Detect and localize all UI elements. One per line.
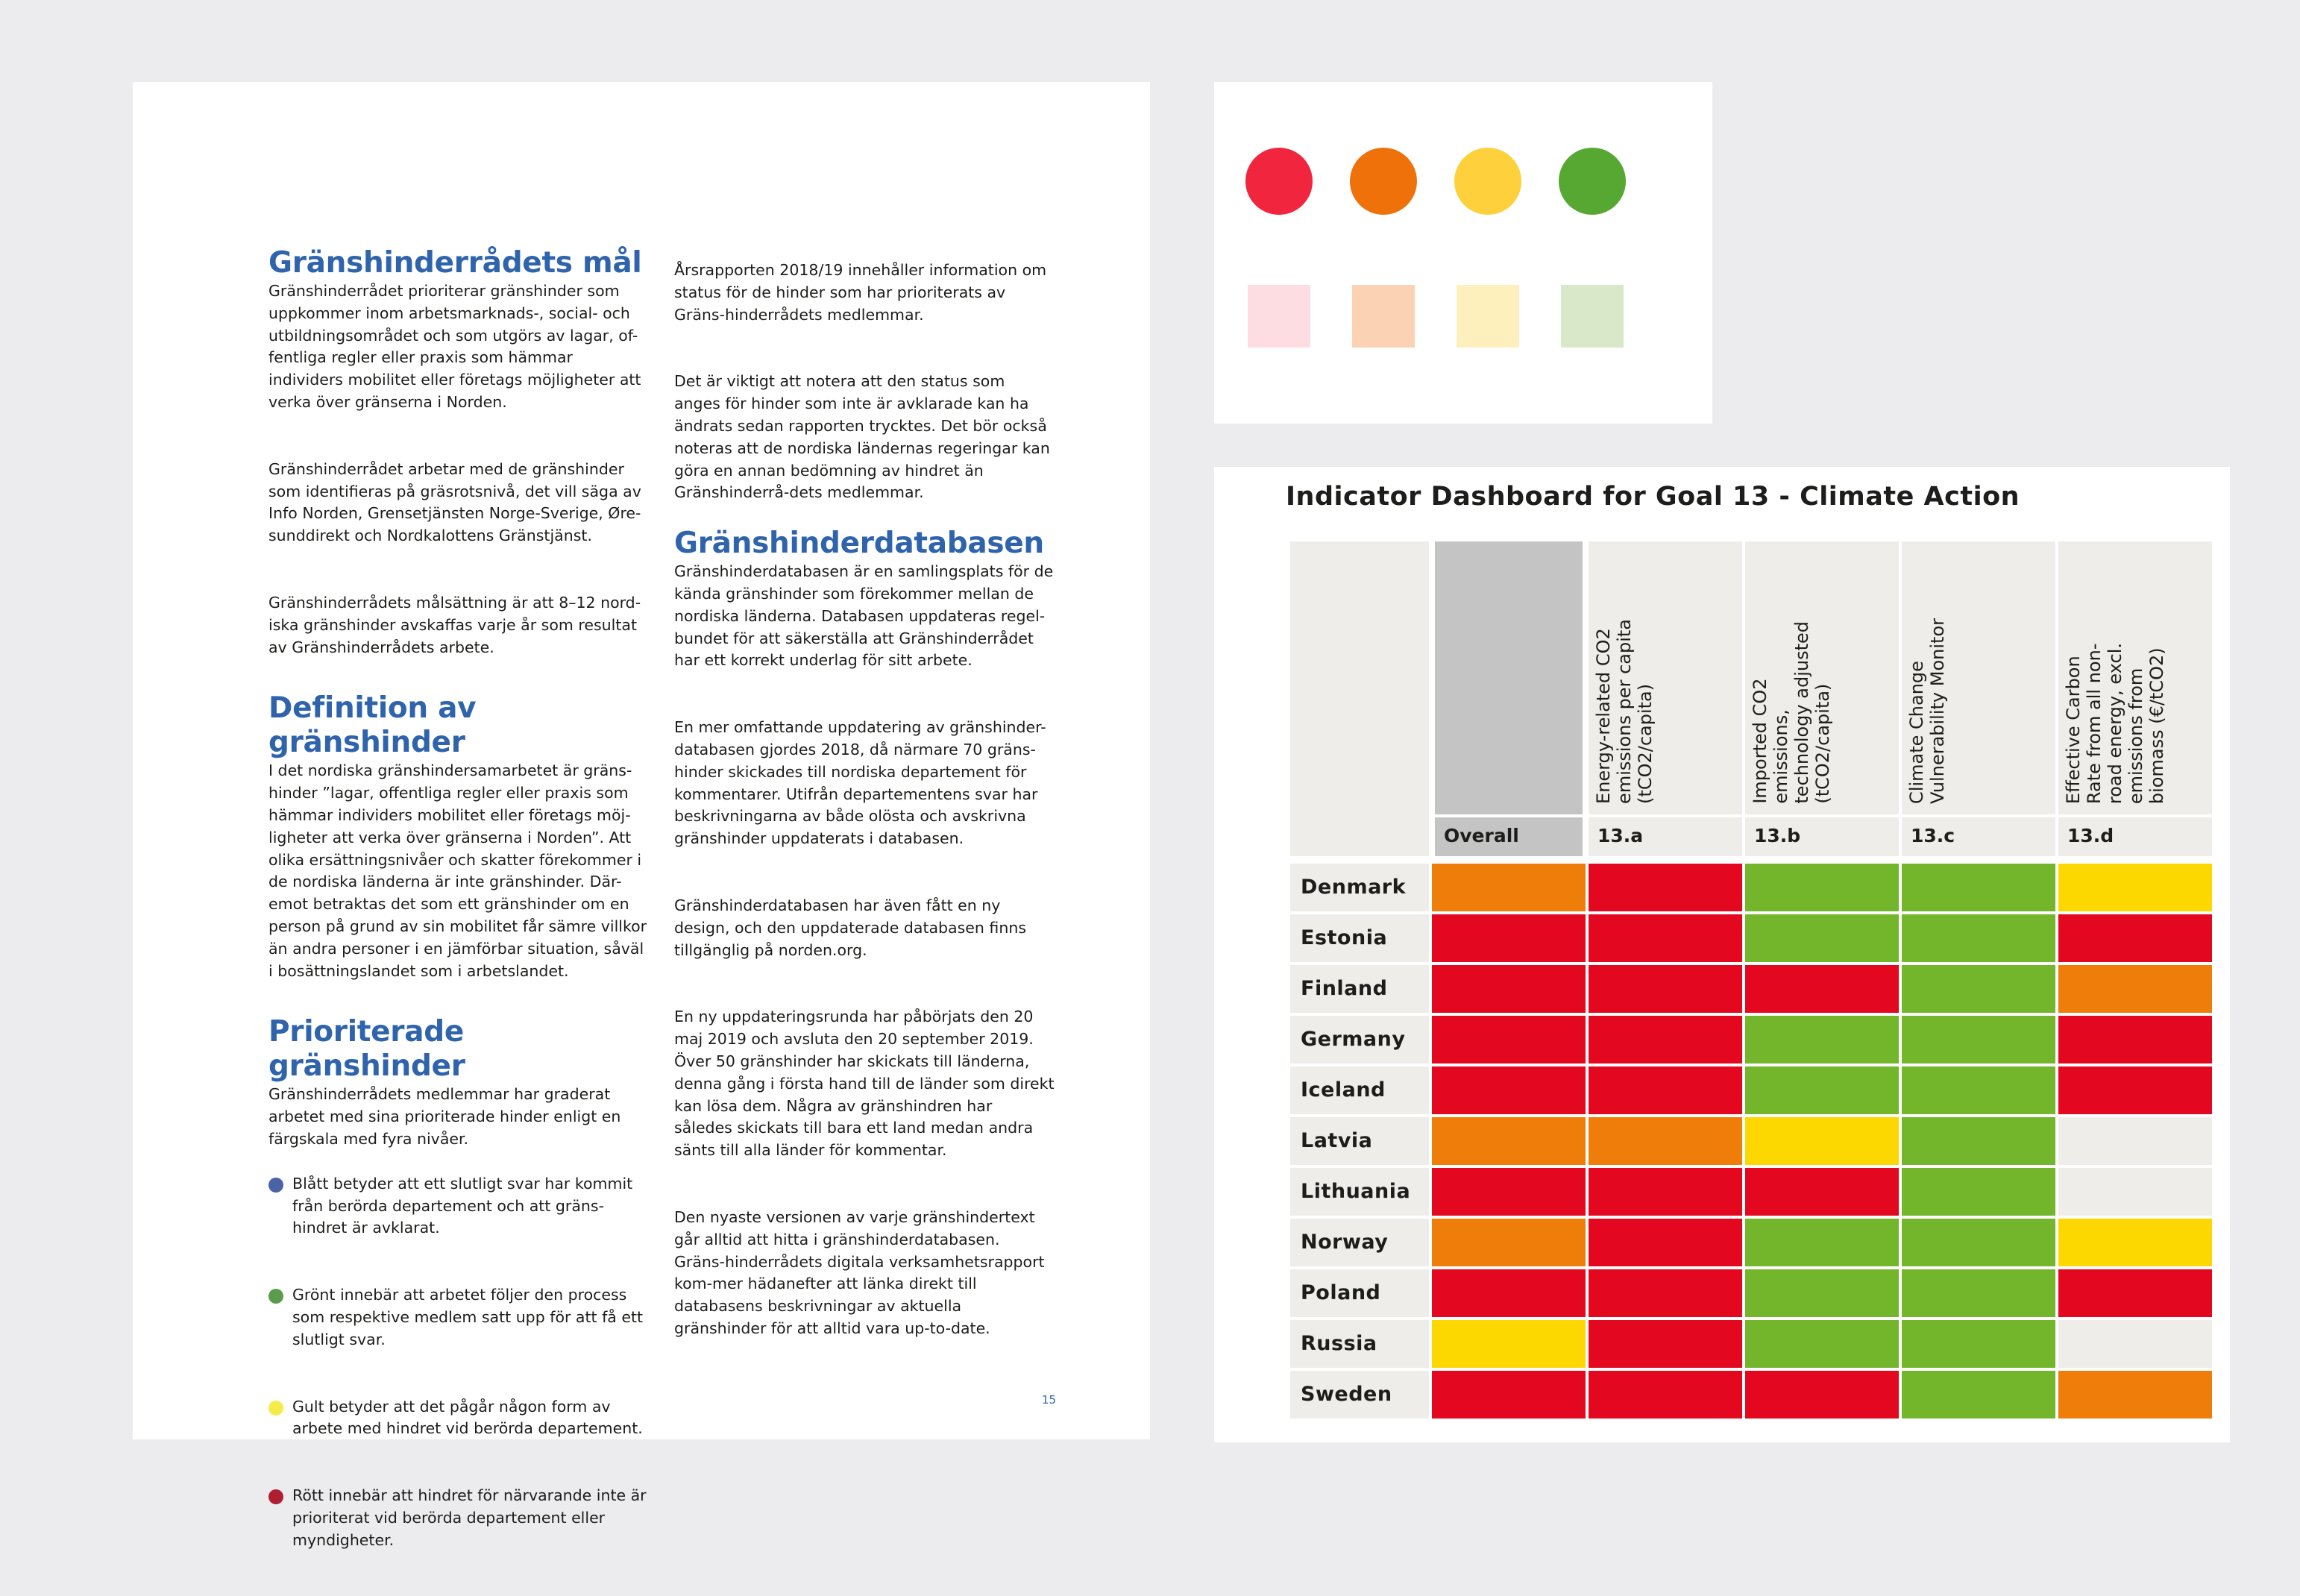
indicator-cell bbox=[1432, 1117, 1586, 1165]
indicator-cell bbox=[1902, 1320, 2055, 1368]
paragraph: En mer omfattande uppdatering av gränshinder-databasen gjordes 2018, då närmare 70 gräns-hinder skickades till nordiska departement för kommentarer. Utifrån departementens svar har beskrivningarna av både olösta och avskrivna gränshinder uppdaterats i databasen. bbox=[674, 718, 1046, 848]
indicator-cell bbox=[1589, 1016, 1742, 1064]
row-label-cell bbox=[1290, 914, 1429, 962]
indicator-cell bbox=[1902, 1371, 2055, 1419]
indicator-cell bbox=[1432, 1320, 1586, 1368]
paragraph: Gränshinderrådets målsättning är att 8–12 nord-iska gränshinder avskaffas varje år som resultat av Gränshinderrådets arbete. bbox=[268, 593, 641, 656]
indicator-cell bbox=[1432, 1219, 1586, 1266]
column-header-text: Climate Change Vulnerability Monitor bbox=[1906, 618, 1948, 804]
indicator-cell bbox=[1432, 1168, 1586, 1216]
indicator-cell bbox=[2058, 864, 2212, 911]
indicator-cell bbox=[1589, 1320, 1742, 1368]
country-label: Sweden bbox=[1301, 1383, 1392, 1406]
row-label-cell bbox=[1290, 1320, 1429, 1368]
legend-text: Blått betyder att ett slutligt svar har kommit från berörda departement och att gräns-hindret är avklarat. bbox=[292, 1174, 633, 1237]
indicator-cell bbox=[1745, 1168, 1899, 1216]
indicator-cell bbox=[1745, 1371, 1899, 1419]
indicator-cell bbox=[1745, 1016, 1899, 1064]
column-header bbox=[1589, 541, 1742, 814]
column-code bbox=[1902, 817, 2055, 856]
column-code bbox=[1435, 817, 1583, 856]
indicator-cell bbox=[1745, 1219, 1899, 1266]
country-label: Denmark bbox=[1301, 876, 1407, 899]
row-label-cell bbox=[1290, 1219, 1429, 1266]
indicator-cell bbox=[1589, 965, 1742, 1013]
row-label-cell bbox=[1290, 1066, 1429, 1114]
country-label: Poland bbox=[1301, 1281, 1381, 1304]
heading-prioriterade: Prioriterade gränshinder bbox=[268, 1015, 465, 1084]
status-dot-icon bbox=[268, 1289, 283, 1304]
indicator-cell bbox=[2058, 1219, 2212, 1266]
legend-text: Rött innebär att hindret för närvarande inte är prioriterat vid berörda departement eller myndigheter. bbox=[292, 1486, 647, 1549]
indicator-cell bbox=[2058, 1371, 2212, 1419]
indicator-cell bbox=[1432, 864, 1586, 911]
country-label: Germany bbox=[1301, 1028, 1406, 1051]
indicator-cell bbox=[2058, 1066, 2212, 1114]
column-code bbox=[2058, 817, 2212, 856]
column-header bbox=[2058, 541, 2212, 814]
row-label-cell bbox=[1290, 1016, 1429, 1064]
color-circle-swatch bbox=[1559, 148, 1626, 215]
indicator-cell bbox=[1589, 1117, 1742, 1165]
paragraph: Den nyaste versionen av varje gränshindertext går alltid att hitta i gränshinderdatabasen. Gräns-hinderrådets digitala verksamhetsrapport kom-mer hädanefter att länka direkt till databasens beskrivningar av aktuella gränshinder för att alltid vara up-to-date. bbox=[674, 1207, 1045, 1337]
column-code-label: 13.b bbox=[1754, 825, 1801, 846]
indicator-cell bbox=[1432, 965, 1586, 1013]
indicator-cell bbox=[1902, 1269, 2055, 1317]
column-header-text: Energy-related CO2 emissions per capita (tCO2/capita) bbox=[1593, 619, 1656, 804]
indicator-cell bbox=[1902, 1066, 2055, 1114]
indicator-cell bbox=[2058, 1117, 2212, 1165]
indicator-cell bbox=[2058, 914, 2212, 962]
indicator-cell bbox=[1432, 1016, 1586, 1064]
indicator-cell bbox=[1745, 1066, 1899, 1114]
indicator-cell bbox=[1589, 1269, 1742, 1317]
column-code-label: Overall bbox=[1444, 825, 1519, 846]
paragraph: En ny uppdateringsrunda har påbörjats den 20 maj 2019 och avsluta den 20 september 2019. Över 50 gränshinder har skickats till länderna, denna gång i första hand till de länder som direkt kan lösa dem. Några av gränshindren har således skickats till bara ett land medan andra sänts till alla länder för kommentar. bbox=[674, 1008, 1055, 1160]
indicator-cell bbox=[1745, 1320, 1899, 1368]
indicator-cell bbox=[1745, 965, 1899, 1013]
indicator-cell bbox=[1589, 1371, 1742, 1419]
column-code-label: 13.c bbox=[1911, 825, 1955, 846]
legend-text: Grönt innebär att arbetet följer den process som respektive medlem satt upp för att få ett slutligt svar. bbox=[292, 1286, 644, 1348]
right-column bbox=[674, 260, 1055, 1385]
paragraph: Gränshinderrådet arbetar med de gränshinder som identifieras på gräsrotsnivå, det vill säga av Info Norden, Grensetjänsten Norge-Sverige, Øre-sunddirekt och Nordkalottens Gränstjänst. bbox=[268, 459, 641, 545]
indicator-cell bbox=[1745, 1117, 1899, 1165]
row-label-cell bbox=[1290, 965, 1429, 1013]
legend-item bbox=[268, 1485, 649, 1551]
indicator-cell bbox=[1589, 914, 1742, 962]
indicator-cell bbox=[1432, 914, 1586, 962]
indicator-cell bbox=[1902, 965, 2055, 1013]
country-label: Norway bbox=[1301, 1231, 1389, 1254]
column-header bbox=[1435, 541, 1583, 814]
country-label: Estonia bbox=[1301, 926, 1388, 949]
indicator-cell bbox=[1589, 1168, 1742, 1216]
column-header bbox=[1745, 541, 1899, 814]
indicator-dashboard bbox=[1214, 467, 2230, 1442]
indicator-cell bbox=[2058, 1016, 2212, 1064]
country-label: Iceland bbox=[1301, 1078, 1386, 1102]
indicator-cell bbox=[2058, 1269, 2212, 1317]
indicator-cell bbox=[1589, 864, 1742, 911]
paragraph: I det nordiska gränshindersamarbetet är gräns-hinder ”lagar, offentliga regler eller praxis som hämmar individers mobilitet eller företags möj-ligheter att verka över gränserna i Norden”. Att olika ersättningsnivåer och skatter förekommer i de nordiska länderna är inte gränshinder. Där-emot betraktas det som ett gränshinder om en person på grund av sin mobilitet får sämre villkor än andra personer i en jämförbar situation, såväl i bosättningslandet som i arbetslandet. bbox=[268, 761, 647, 980]
indicator-cell bbox=[2058, 1168, 2212, 1216]
row-label-cell bbox=[1290, 1117, 1429, 1165]
column-code-label: 13.a bbox=[1597, 825, 1644, 846]
status-legend bbox=[268, 1173, 649, 1552]
indicator-cell bbox=[1902, 1168, 2055, 1216]
dashboard-title: Indicator Dashboard for Goal 13 - Climate Action bbox=[1286, 482, 2020, 512]
color-square-swatch bbox=[1561, 285, 1624, 348]
paragraph: Gränshinderrådet prioriterar gränshinder som uppkommer inom arbetsmarknads-, social- och utbildningsområdet och som utgörs av lagar, of-fentliga regler eller praxis som hämmar individers mobilitet eller företags möjligheter att verka över gränserna i Norden. bbox=[268, 282, 641, 411]
row-label-cell bbox=[1290, 864, 1429, 911]
legend-item bbox=[268, 1173, 649, 1240]
row-label-cell bbox=[1290, 1371, 1429, 1419]
indicator-cell bbox=[1589, 1219, 1742, 1266]
column-header bbox=[1902, 541, 2055, 814]
indicator-cell bbox=[2058, 965, 2212, 1013]
paragraph: Gränshinderdatabasen har även fått en ny design, och den uppdaterade databasen finns tillgänglig på norden.org. bbox=[674, 896, 1027, 959]
document-page bbox=[133, 82, 1150, 1549]
indicator-cell bbox=[1432, 1066, 1586, 1114]
paragraph: Det är viktigt att notera att den status som anges för hinder som inte är avklarade kan ha ändrats sedan rapporten trycktes. Det bör också noteras att de nordiska ländernas regeringar kan göra en annan bedömning av hindret än Gränshinderrå-dets medlemmar. bbox=[674, 372, 1050, 502]
indicator-cell bbox=[1902, 1117, 2055, 1165]
country-label: Lithuania bbox=[1301, 1180, 1411, 1203]
indicator-cell bbox=[1902, 864, 2055, 911]
color-swatch-card bbox=[1214, 82, 1712, 424]
indicator-cell bbox=[1902, 914, 2055, 962]
row-label-cell bbox=[1290, 1269, 1429, 1317]
column-code bbox=[1745, 817, 1899, 856]
column-code bbox=[1589, 817, 1742, 856]
heading-definition: Definition av gränshinder bbox=[268, 691, 477, 760]
status-dot-icon bbox=[268, 1401, 283, 1416]
color-square-swatch bbox=[1457, 285, 1519, 348]
status-dot-icon bbox=[268, 1178, 283, 1193]
country-label: Latvia bbox=[1301, 1129, 1373, 1152]
page-number: 15 bbox=[1042, 1393, 1057, 1407]
indicator-cell bbox=[1432, 1269, 1586, 1317]
row-label-cell bbox=[1290, 1168, 1429, 1216]
paragraph: Gränshinderrådets medlemmar har graderat arbetet med sina prioriterade hinder enligt en färgskala med fyra nivåer. bbox=[268, 1085, 621, 1148]
heading-databasen: Gränshinderdatabasen bbox=[674, 527, 1044, 561]
indicator-cell bbox=[1745, 864, 1899, 911]
color-square-swatch bbox=[1248, 285, 1310, 348]
column-header-text: Effective Carbon Rate from all non- road energy, excl. emissions from biomass (€/tCO2) bbox=[2063, 642, 2167, 804]
country-label: Russia bbox=[1301, 1332, 1377, 1355]
indicator-cell bbox=[1902, 1219, 2055, 1266]
indicator-cell bbox=[1432, 1371, 1586, 1419]
column-header-text: Imported CO2 emissions, technology adjusted (tCO2/capita) bbox=[1750, 621, 1833, 804]
legend-item bbox=[268, 1396, 649, 1441]
color-circle-swatch bbox=[1350, 148, 1417, 215]
indicator-cell bbox=[1745, 1269, 1899, 1317]
paragraph: Gränshinderdatabasen är en samlingsplats för de kända gränshinder som förekommer mellan de nordiska länderna. Databasen uppdateras regel-bundet för att säkerställa att Gränshinderrådet har ett korrekt underlag för sitt arbete. bbox=[674, 562, 1054, 670]
indicator-cell bbox=[1902, 1016, 2055, 1064]
color-circle-swatch bbox=[1454, 148, 1521, 215]
paragraph: Årsrapporten 2018/19 innehåller information om status för de hinder som har prioriterats av Gräns-hinderrådets medlemmar. bbox=[674, 261, 1047, 324]
indicator-cell bbox=[1589, 1066, 1742, 1114]
left-column bbox=[268, 246, 649, 1596]
color-circle-swatch bbox=[1245, 148, 1313, 215]
heading-gransradets-mal: Gränshinderrådets mål bbox=[268, 246, 642, 280]
status-dot-icon bbox=[268, 1489, 283, 1504]
header-corner bbox=[1290, 541, 1429, 856]
country-label: Finland bbox=[1301, 977, 1388, 1000]
legend-text: Gult betyder att det pågår någon form av arbete med hindret vid berörda departement. bbox=[292, 1397, 643, 1438]
indicator-cell bbox=[1745, 914, 1899, 962]
indicator-cell bbox=[2058, 1320, 2212, 1368]
color-square-swatch bbox=[1352, 285, 1415, 348]
column-code-label: 13.d bbox=[2067, 825, 2114, 846]
legend-item bbox=[268, 1284, 649, 1351]
